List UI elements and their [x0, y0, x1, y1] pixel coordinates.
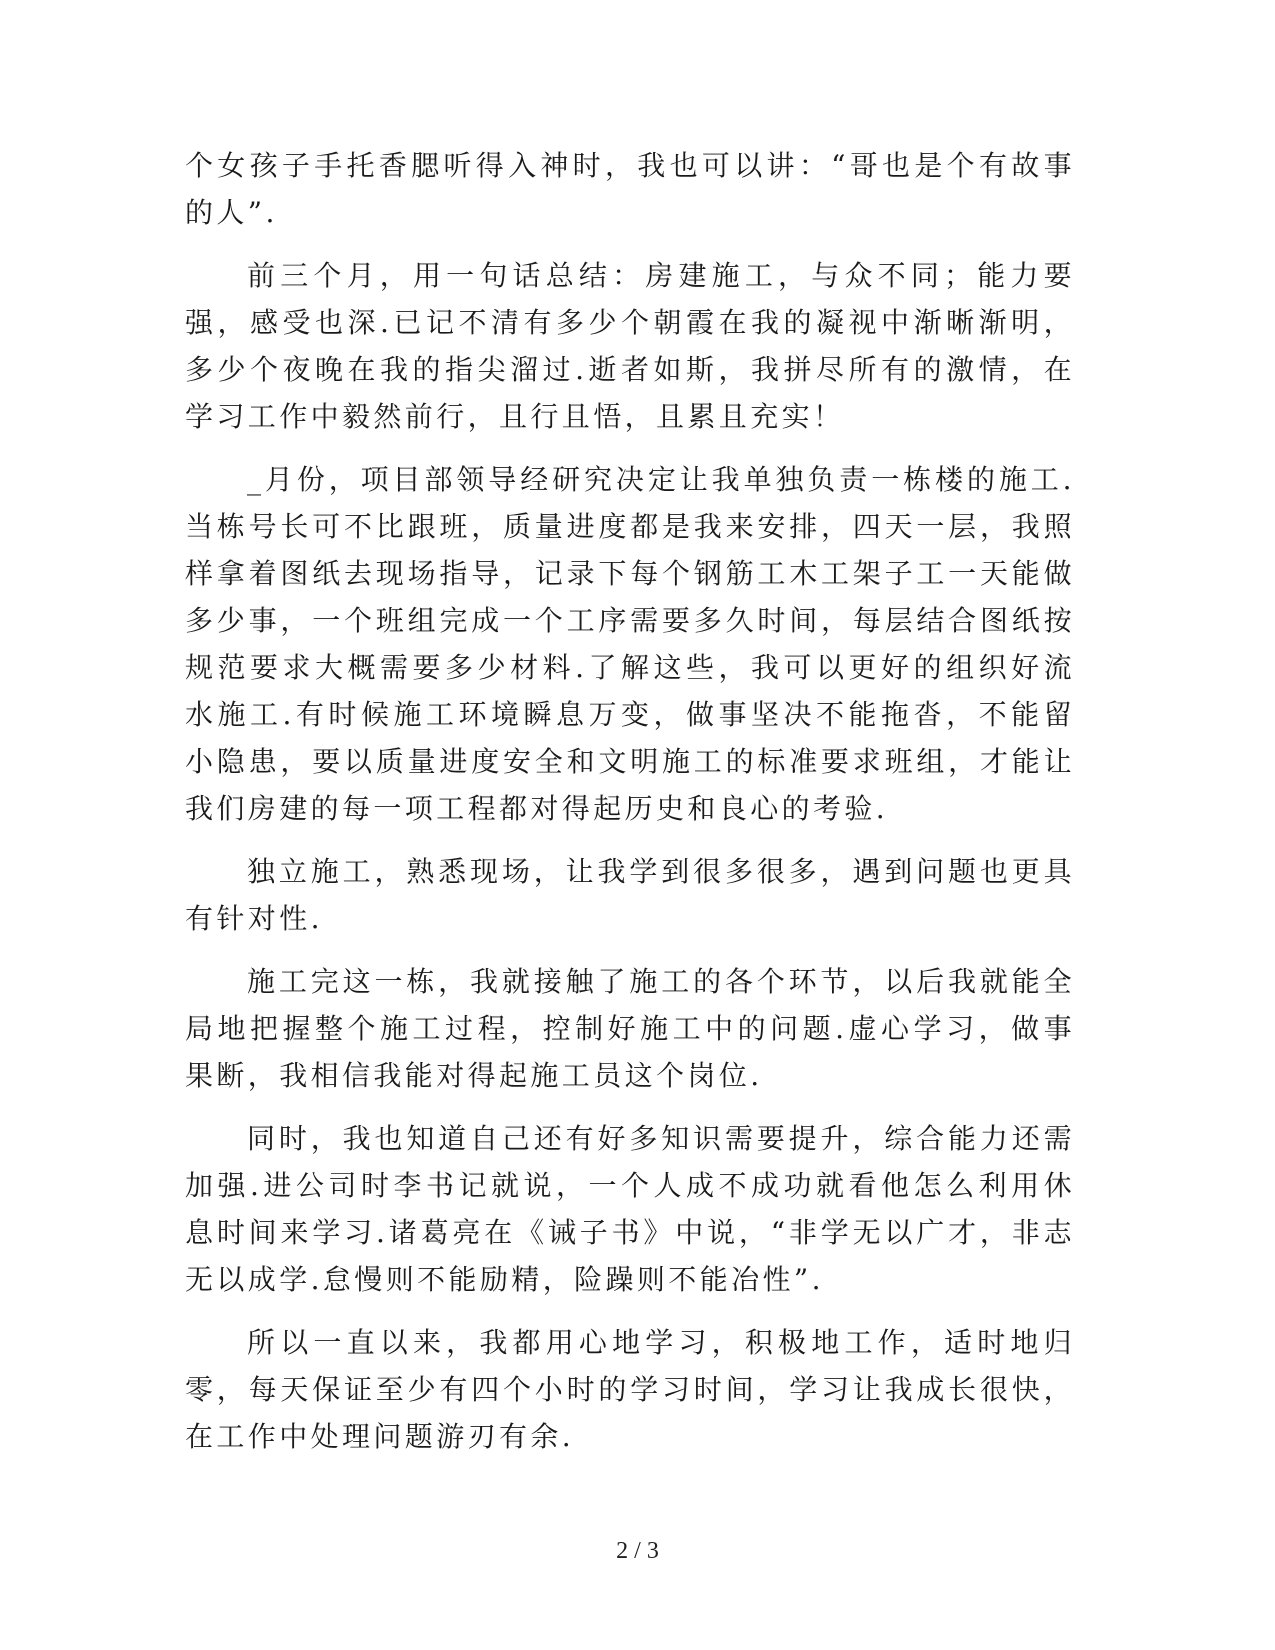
- paragraph-building-responsibility: _月份，项目部领导经研究决定让我单独负责一栋楼的施工.当栋号长可不比跟班，质量进度都是我来安排，四天一层，我照样拿着图纸去现场指导，记录下每个钢筋工木工架子工一天能做多少事，一个班组完成一个工序需要多久时间，每层结合图纸按规范要求大概需要多少材料.了解这些，我可以更好的组织好流水施工.有时候施工环境瞬息万变，做事坚决不能拖沓，不能留小隐患，要以质量进度安全和文明施工的标准要求班组，才能让我们房建的每一项工程都对得起历史和良心的考验.: [185, 463, 1075, 825]
- paragraph-knowledge-improvement: 同时，我也知道自己还有好多知识需要提升，综合能力还需加强.进公司时李书记就说，一个人成不成功就看他怎么利用休息时间来学习.诸葛亮在《诫子书》中说，“非学无以广才，非志无以成学.怠慢则不能励精，险躁则不能冶性”.: [185, 1122, 1075, 1296]
- paragraph-after-building: 施工完这一栋，我就接触了施工的各个环节，以后我就能全局地把握整个施工过程，控制好施工中的问题.虚心学习，做事果断，我相信我能对得起施工员这个岗位.: [185, 965, 1075, 1092]
- paragraph-first-three-months: 前三个月，用一句话总结：房建施工，与众不同；能力要强，感受也深.已记不清有多少个朝霞在我的凝视中渐晰渐明，多少个夜晚在我的指尖溜过.逝者如斯，我拼尽所有的激情，在学习工作中毅然前行，且行且悟，且累且充实！: [185, 259, 1075, 433]
- paragraph-continuous-learning: 所以一直以来，我都用心地学习，积极地工作，适时地归零，每天保证至少有四个小时的学习时间，学习让我成长很快，在工作中处理问题游刃有余.: [185, 1326, 1075, 1453]
- document-body: [185, 142, 1075, 1460]
- paragraph-independent-construction: 独立施工，熟悉现场，让我学到很多很多，遇到问题也更具有针对性.: [185, 855, 1075, 935]
- paragraph-continued: 个女孩子手托香腮听得入神时，我也可以讲：“哥也是个有故事的人”.: [185, 149, 1075, 229]
- page-number: 2 / 3: [616, 1538, 659, 1564]
